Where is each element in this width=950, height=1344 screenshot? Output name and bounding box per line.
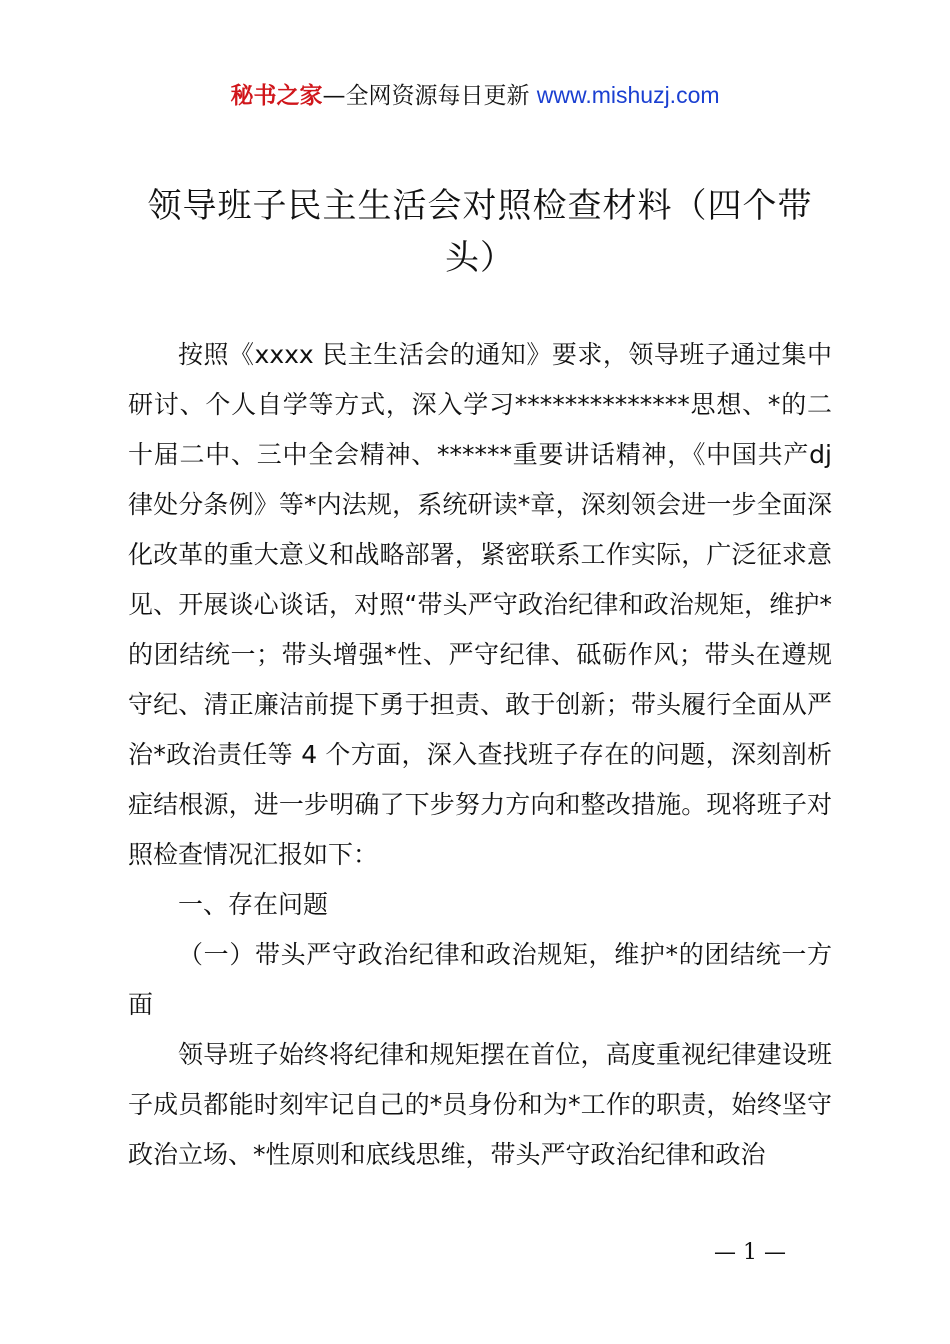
- section-heading: 一、存在问题: [178, 890, 329, 919]
- page-number: — 1 —: [714, 1240, 786, 1265]
- subsection-heading: （一）带头严守政治纪律和政治规矩，维护*的团结统一方面: [128, 940, 832, 1019]
- site-tagline: —全网资源每日更新: [322, 83, 537, 109]
- site-url-link[interactable]: www.mishuzj.com: [536, 82, 720, 108]
- document-body: [128, 330, 832, 1180]
- body-paragraph: 领导班子始终将纪律和规矩摆在首位，高度重视纪律建设班子成员都能时刻牢记自己的*员身份和为*工作的职责，始终坚守政治立场、*性原则和底线思维，带头严守政治纪律和政治: [128, 1040, 832, 1169]
- document-title: 领导班子民主生活会对照检查材料（四个带头）: [147, 186, 813, 278]
- site-brand: 秘书之家: [230, 83, 323, 109]
- intro-paragraph: 按照《xxxx 民主生活会的通知》要求，领导班子通过集中研讨、个人自学等方式，深入学习**************思想、*的二十届二中、三中全会精神、******重要讲话精神，《中国共产dj 律处分条例》等*内法规，系统研读*章，深刻领会进一步全面深化改革的重大意义和战略部署，紧密联系工作实际，广泛征求意见、开展谈心谈话，对照“带头严守政治纪律和政治规矩，维护*的团结统一；带头增强*性、严守纪律、砥砺作风；带头在遵规守纪、清正廉洁前提下勇于担责、敢于创新；带头履行全面从严治*政治责任等 4 个方面，深入查找班子存在的问题，深刻剖析症结根源，进一步明确了下步努力方向和整改措施。现将班子对照检查情况汇报如下：: [128, 340, 832, 869]
- site-header: [0, 78, 950, 113]
